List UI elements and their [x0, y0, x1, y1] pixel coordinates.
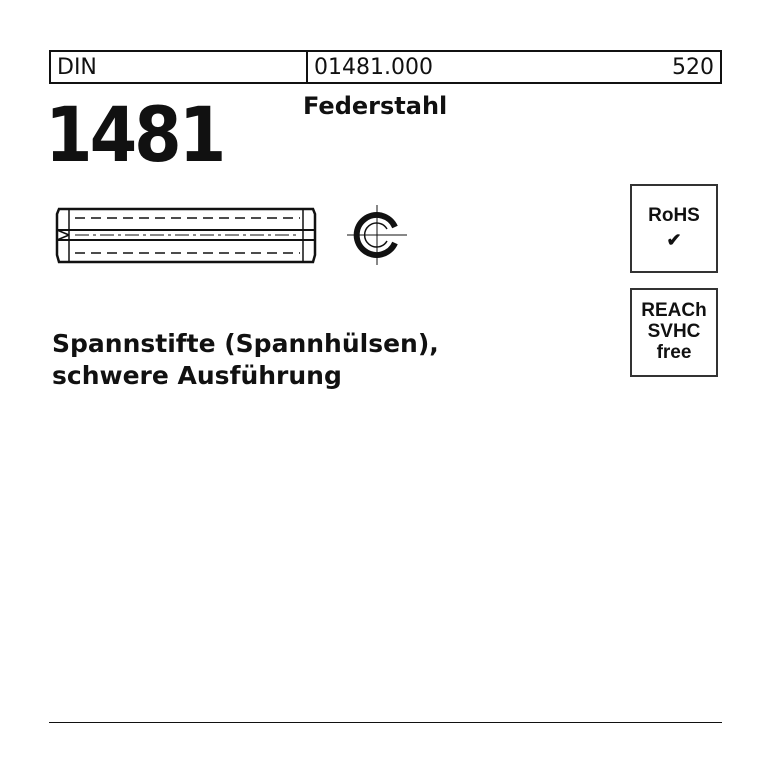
rohs-label: RoHS — [648, 205, 700, 226]
norm-number: 1481 — [45, 90, 224, 179]
material-label: Federstahl — [303, 92, 448, 120]
product-description — [52, 328, 439, 392]
spring-pin-drawing — [55, 200, 425, 270]
header-table — [49, 50, 722, 84]
article-cell — [308, 52, 720, 82]
description-line-2: schwere Ausführung — [52, 361, 342, 390]
bottom-divider — [49, 722, 722, 723]
svhc-label: SVHC — [647, 321, 701, 342]
rohs-badge — [630, 184, 718, 273]
article-number: 01481.000 — [314, 54, 433, 80]
reach-label: REACh — [641, 300, 707, 321]
spring-pin-end-view-drawing — [347, 205, 407, 265]
spring-pin-side-view-drawing — [57, 209, 315, 262]
checkmark-icon: ✔ — [666, 230, 682, 250]
free-label: free — [656, 342, 692, 363]
code-number: 520 — [672, 54, 714, 80]
standard-label-cell — [51, 52, 308, 82]
standard-label: DIN — [57, 54, 97, 80]
reach-badge — [630, 288, 718, 377]
description-line-1: Spannstifte (Spannhülsen), — [52, 329, 439, 358]
